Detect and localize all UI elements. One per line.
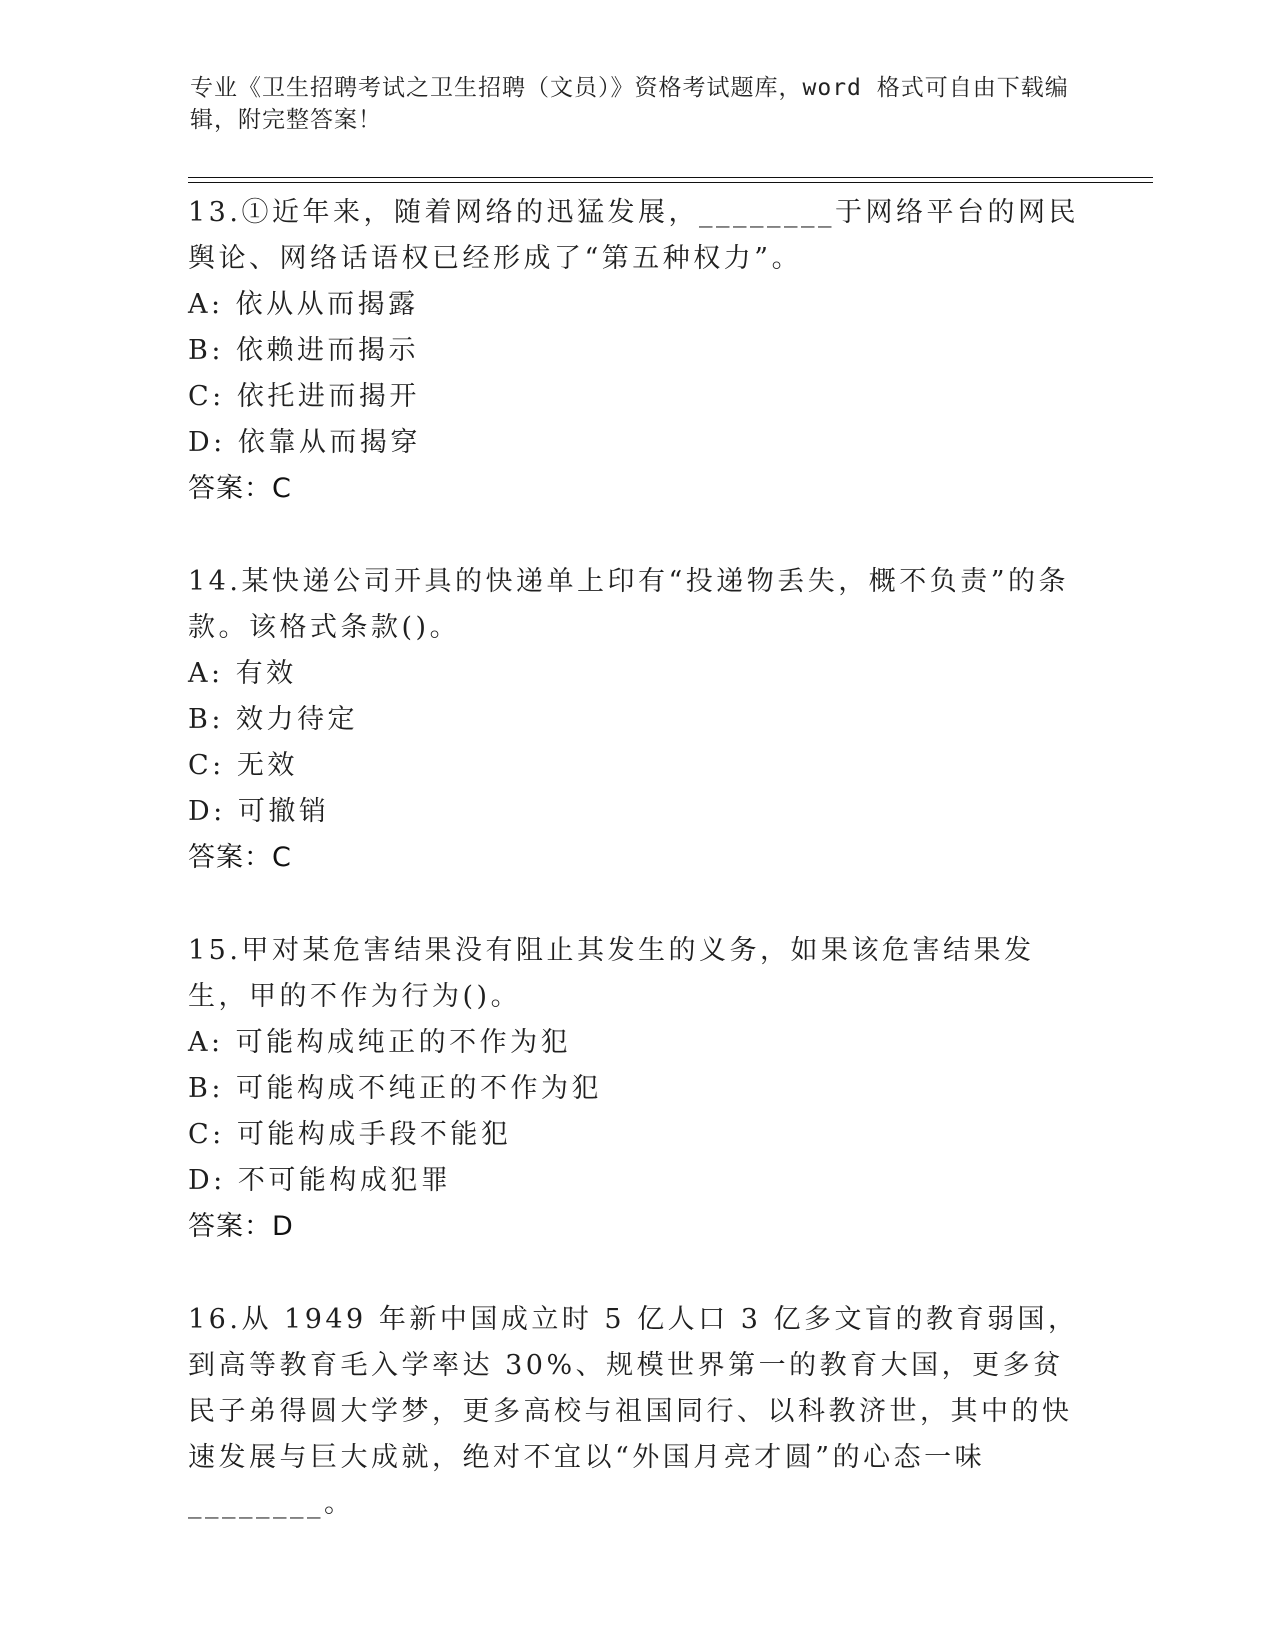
- header-divider-bottom: [188, 182, 1153, 183]
- question-15: [188, 928, 1088, 1250]
- answer: 答案：C: [188, 842, 292, 873]
- question-16: [188, 1297, 1088, 1527]
- question-text: 14.某快递公司开具的快递单上印有“投递物丢失，概不负责”的条款。该格式条款()。: [188, 566, 1070, 643]
- option-c: C: 依托进而揭开: [188, 381, 420, 412]
- document-header: 专业《卫生招聘考试之卫生招聘（文员）》资格考试题库，word 格式可自由下载编辑，附完整答案！: [190, 75, 1069, 133]
- option-a: A: 依从从而揭露: [188, 289, 419, 320]
- question-text: 16.从 1949 年新中国成立时 5 亿人口 3 亿多文盲的教育弱国，到高等教育毛入学率达 30%、规模世界第一的教育大国，更多贫民子弟得圆大学梦，更多高校与祖国同行、以科教济世，其中的快速发展与巨大成就，绝对不宜以“外国月亮才圆”的心态一味________。: [188, 1304, 1079, 1519]
- question-14: [188, 559, 1088, 881]
- question-text: 15.甲对某危害结果没有阻止其发生的义务，如果该危害结果发生，甲的不作为行为()。: [188, 935, 1035, 1012]
- option-c: C: 可能构成手段不能犯: [188, 1119, 512, 1150]
- option-d: D: 不可能构成犯罪: [188, 1165, 452, 1196]
- option-a: A: 可能构成纯正的不作为犯: [188, 1027, 572, 1058]
- option-a: A: 有效: [188, 658, 297, 689]
- option-c: C: 无效: [188, 750, 298, 781]
- question-text: 13.①近年来，随着网络的迅猛发展，________于网络平台的网民舆论、网络话语权已经形成了“第五种权力”。: [188, 197, 1079, 274]
- question-list: [188, 190, 1088, 1574]
- option-b: B: 可能构成不纯正的不作为犯: [188, 1073, 603, 1104]
- option-b: B: 效力待定: [188, 704, 359, 735]
- option-d: D: 依靠从而揭穿: [188, 427, 421, 458]
- question-13: [188, 190, 1088, 512]
- answer: 答案：C: [188, 473, 292, 504]
- option-b: B: 依赖进而揭示: [188, 335, 420, 366]
- header-divider-top: [188, 177, 1153, 178]
- answer: 答案：D: [188, 1211, 294, 1242]
- option-d: D: 可撤销: [188, 796, 330, 827]
